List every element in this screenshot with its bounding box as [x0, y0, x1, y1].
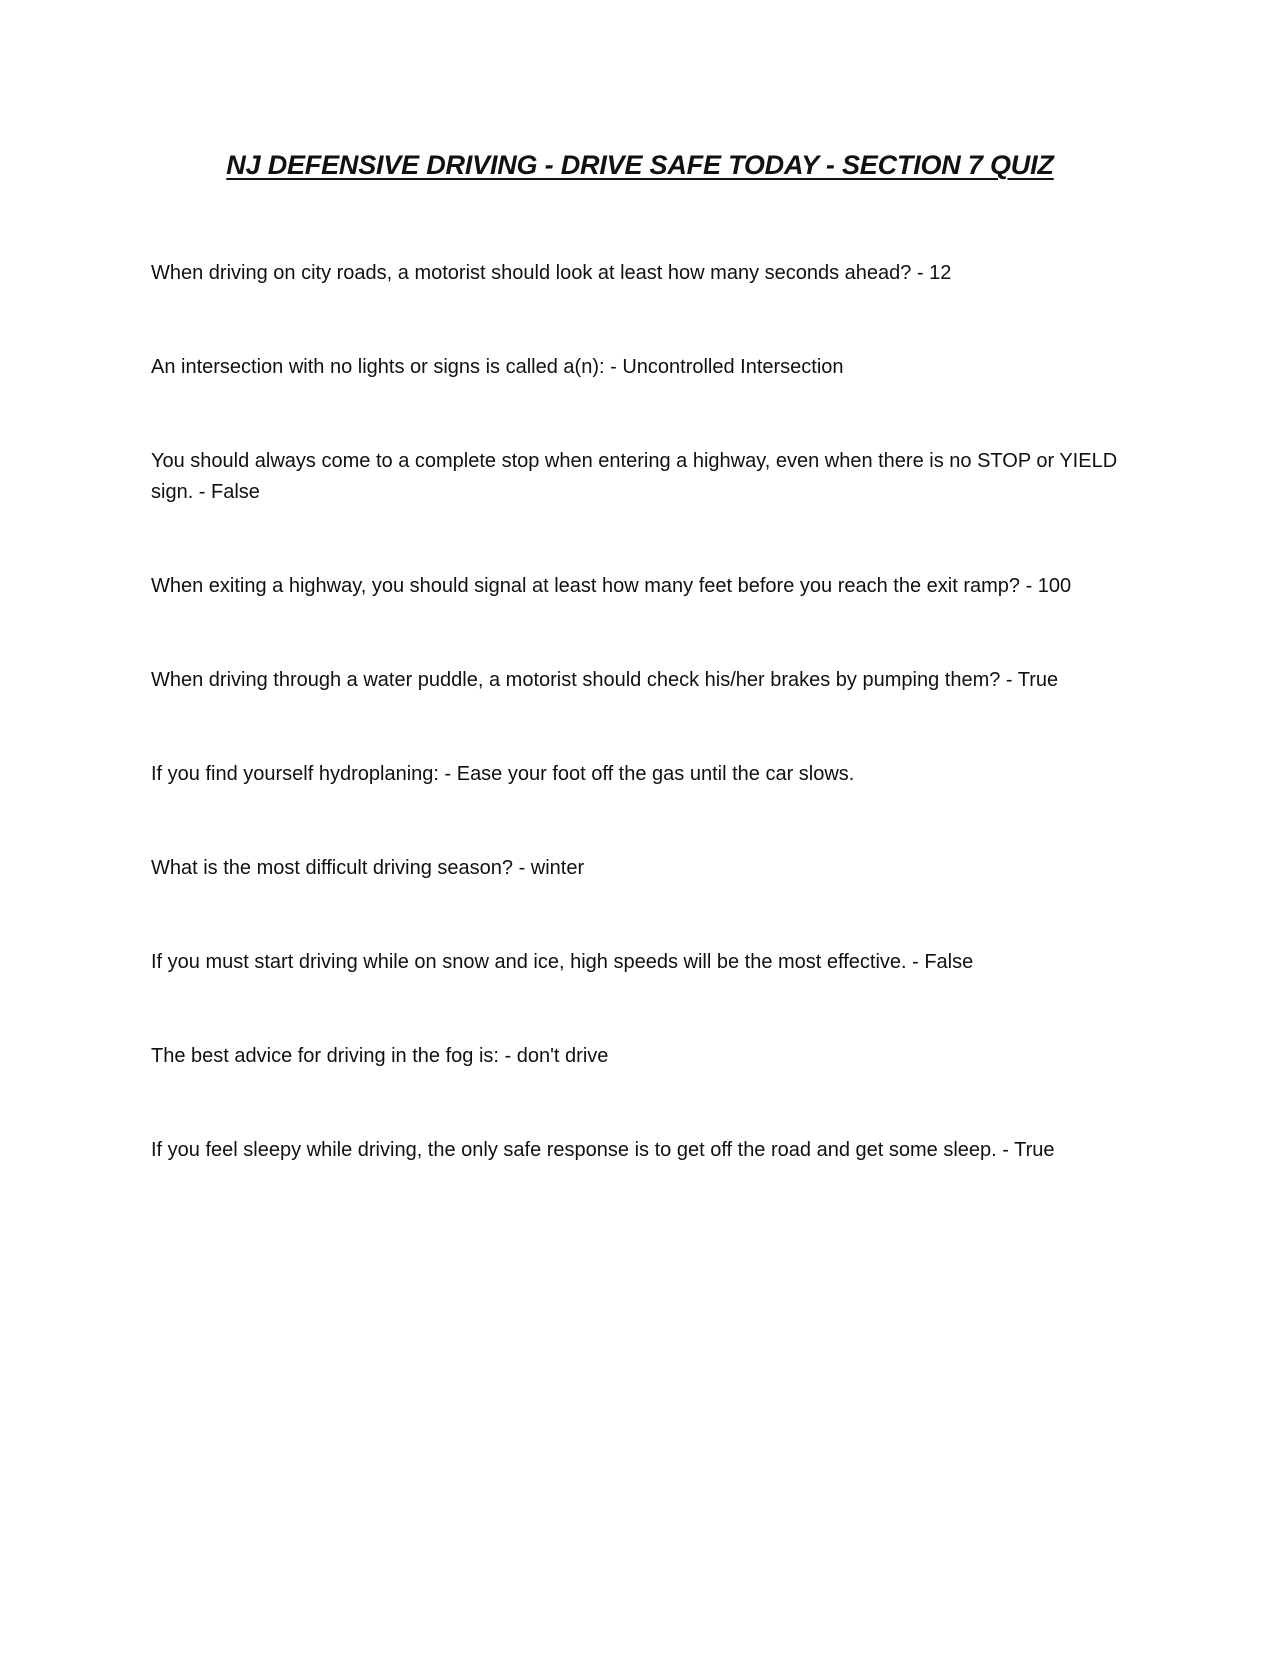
- question-item: When driving on city roads, a motorist should look at least how many seconds ahead? - 12: [151, 262, 952, 284]
- question-item: What is the most difficult driving season? - winter: [151, 857, 585, 879]
- question-item: If you must start driving while on snow and ice, high speeds will be the most effective. - False: [151, 951, 974, 973]
- question-item: An intersection with no lights or signs is called a(n): - Uncontrolled Intersection: [151, 356, 844, 378]
- document-title: NJ DEFENSIVE DRIVING - DRIVE SAFE TODAY - SECTION 7 QUIZ: [226, 150, 1054, 180]
- question-item: If you find yourself hydroplaning: - Ease your foot off the gas until the car slows.: [151, 763, 855, 785]
- question-item: The best advice for driving in the fog is: - don't drive: [151, 1045, 609, 1067]
- question-item: If you feel sleepy while driving, the only safe response is to get off the road and get some sleep. - True: [151, 1139, 1055, 1161]
- question-item: When exiting a highway, you should signal at least how many feet before you reach the exit ramp? - 100: [151, 575, 1072, 597]
- question-list: [151, 258, 1141, 1229]
- question-item: You should always come to a complete stop when entering a highway, even when there is no STOP or YIELD sign. - False: [151, 450, 1118, 503]
- question-item: When driving through a water puddle, a motorist should check his/her brakes by pumping them? - True: [151, 669, 1059, 691]
